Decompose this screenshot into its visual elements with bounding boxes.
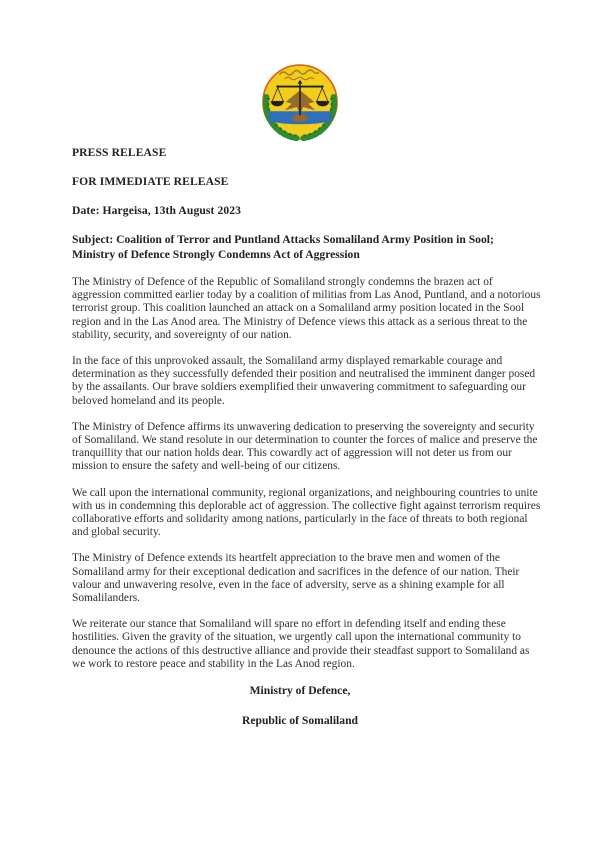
paragraph-3: The Ministry of Defence affirms its unwavering dedication to preserving the sovereignty and security of Somaliland. We stand resolute in our determination to counter the forces of malice and preserve the tranquillity that our nation holds dear. This cowardly act of aggression will not deter us from our mission to ensure the safety and well-being of our citizens.: [72, 420, 538, 473]
paragraph-1: The Ministry of Defence of the Republic of Somaliland strongly condemns the brazen act of aggression committed earlier today by a coalition of militias from Las Anod, Puntland, and a notorious terrorist group. This coalition launched an attack on a Somaliland army position located in the Sool region and in the Las Anod area. The Ministry of Defence views this attack as a serious threat to the stability, security, and sovereignty of our nation.: [72, 276, 541, 341]
somaliland-coat-of-arms-icon: [258, 60, 342, 144]
press-release-heading: PRESS RELEASE: [72, 146, 167, 159]
release-type-heading: FOR IMMEDIATE RELEASE: [72, 175, 229, 188]
signature-republic: Republic of Somaliland: [242, 714, 358, 728]
emblem-container: [0, 60, 600, 144]
subject-line: [72, 233, 542, 262]
paragraph-5: The Ministry of Defence extends its heartfelt appreciation to the brave men and women of the Somaliland army for their exceptional dedication and sacrifices in the defence of our nation. Their valour and unwavering resolve, even in the face of adversity, serve as a shining example for all Somalilanders.: [72, 552, 520, 605]
paragraph-6: We reiterate our stance that Somaliland will spare no effort in defending itself and ending these hostilities. Given the gravity of the situation, we urgently call upon the international community to denounce the actions of this destructive alliance and provide their steadfast support to Somaliland as we work to restore peace and stability in the Las Anod region.: [72, 618, 530, 670]
signature-ministry: Ministry of Defence,: [249, 684, 351, 698]
signature-block: [0, 684, 600, 728]
paragraph-4: We call upon the international community, regional organizations, and neighbouring countries to unite with us in condemning this deplorable act of aggression. The collective fight against terrorism requires collaborative efforts and solidarity among nations, particularly in the face of threats to both regional and global security.: [72, 486, 541, 539]
subject-line-2: Ministry of Defence Strongly Condemns Act of Aggression: [72, 247, 360, 261]
date-line: Date: Hargeisa, 13th August 2023: [72, 204, 242, 217]
paragraph-2: In the face of this unprovoked assault, the Somaliland army displayed remarkable courage and determination as they successfully defended their position and neutralised the imminent danger posed by the assailants. Our brave soldiers exemplified their unwavering commitment to safeguarding our beloved homeland and its people.: [72, 355, 536, 407]
document-body: [72, 146, 542, 744]
subject-line-1: Subject: Coalition of Terror and Puntland Attacks Somaliland Army Position in Sool;: [72, 233, 494, 246]
